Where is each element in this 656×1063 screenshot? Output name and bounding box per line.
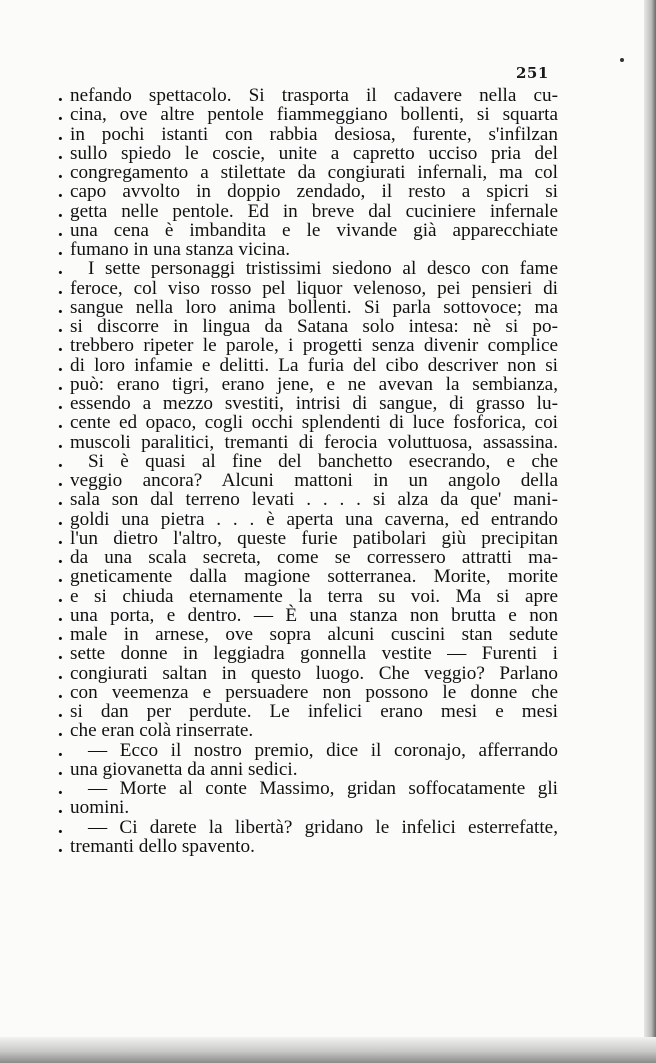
line-text: congiurati saltan in questo luogo. Che veggio? Parlano [70,662,558,684]
line-text: goldi una pietra . . . è aperta una caverna, ed entrando [70,508,558,530]
margin-dot: . [58,508,63,530]
text-line [58,625,558,644]
line-text: sala son dal terreno levati . . . . si alza da que' mani- [70,489,558,511]
margin-dot: . [58,123,63,145]
margin-dot: . [58,470,63,491]
text-line [58,452,558,471]
margin-dot: . [58,816,63,838]
margin-dot: . [58,681,63,703]
line-text: sangue nella loro anima bollenti. Si parla sottovoce; ma [70,296,558,318]
margin-dot: . [58,720,63,742]
text-line [58,587,558,606]
line-text: I sette personaggi tristissimi siedono al desco con fame [88,258,558,280]
line-text: nefando spettacolo. Si trasporta il cadavere nella cu- [70,85,558,106]
line-text: — Morte al conte Massimo, gridan soffocatamente gli [88,778,558,799]
text-line [58,336,558,355]
text-line [58,375,558,394]
line-text: di loro infamie e delitti. La furia del cibo descriver non si [70,354,558,376]
text-line [58,182,558,201]
margin-dot: . [58,739,63,761]
line-text: una giovanetta da anni sedici. [70,758,298,780]
text-line [58,202,558,221]
line-text: fumano in una stanza vicina. [70,239,291,260]
text-line [58,413,558,432]
text-line [58,298,558,317]
line-text: muscoli paralitici, tremanti di ferocia voluttuosa, assassina. [70,431,558,453]
text-line [58,490,558,509]
margin-dot: . [58,527,63,549]
text-line [58,144,558,163]
margin-dot: . [58,393,63,414]
line-text: l'un dietro l'altro, queste furie patibolari giù precipitan [70,527,558,549]
line-text: tremanti dello spavento. [70,835,255,857]
text-line [58,567,558,586]
margin-dot: . [58,566,63,588]
line-text: cente ed opaco, cogli occhi splendenti di luce fosforica, coi [70,412,558,434]
margin-dot: . [58,643,63,665]
text-line [58,356,558,375]
margin-dot: . [58,489,63,511]
margin-dot: . [58,624,63,645]
line-text: una porta, e dentro. — È una stanza non brutta e non [70,604,558,626]
text-line [58,317,558,336]
margin-dot: . [58,701,63,722]
margin-dot: . [58,835,63,857]
line-text: cina, ove altre pentole fiammeggiano bollenti, si squarta [70,104,558,126]
margin-dot: . [58,431,63,453]
line-text: sette donne in leggiadra gonnella vestite — Furenti i [70,643,558,665]
margin-dot: . [58,450,63,472]
line-text: una cena è imbandita e le vivande già apparecchiate [70,219,558,241]
text-line [58,741,558,760]
text-line [58,548,558,567]
text-line [58,510,558,529]
margin-dot: . [58,758,63,780]
text-line [58,702,558,721]
line-text: con veemenza e persuadere non possono le donne che [70,681,558,703]
margin-dot: . [58,585,63,607]
text-line [58,163,558,182]
margin-dot: . [58,142,63,164]
margin-dot: . [58,104,63,126]
text-line [58,259,558,278]
line-text: male in arnese, ove sopra alcuni cuscini stan sedute [70,624,558,645]
margin-dot: . [58,354,63,376]
margin-dot: . [58,604,63,626]
line-text: uomini. [70,797,130,819]
line-text: può: erano tigri, erano jene, e ne avevan la sembianza, [70,373,558,395]
text-line [58,86,558,105]
text-line [58,240,558,259]
page-bottom-edge [0,1037,656,1063]
margin-dot: . [58,797,63,819]
line-text: — Ecco il nostro premio, dice il coronajo, afferrando [88,739,558,761]
line-text: in pochi istanti con rabbia desiosa, furente, s'infilzan [70,123,558,145]
line-text: gneticamente dalla magione sotterranea. Morite, morite [70,566,558,588]
text-line [58,529,558,548]
ink-speck [620,58,624,62]
line-text: da una scala secreta, come se corressero attratti ma- [70,547,558,568]
margin-dot: . [58,258,63,280]
page-edge-shadow [644,0,656,1063]
margin-dot: . [58,200,63,222]
line-text: congregamento a stilettate da congiurati infernali, ma col [70,162,558,183]
page-number: 251 [516,64,549,82]
line-text: trebbero ripeter le parole, i progetti senza divenir complice [70,335,558,357]
line-text: e si chiuda eternamente la terra su voi. Ma si apre [70,585,558,607]
text-line [58,683,558,702]
text-line [58,394,558,413]
text-line [58,279,558,298]
margin-dot: . [58,662,63,684]
text-line [58,837,558,856]
margin-dot: . [58,412,63,434]
margin-dot: . [58,181,63,203]
text-line [58,760,558,779]
margin-dot: . [58,162,63,183]
text-line [58,664,558,683]
line-text: getta nelle pentole. Ed in breve dal cuciniere infernale [70,200,558,222]
text-line [58,721,558,740]
text-line [58,125,558,144]
line-text: Si è quasi al fine del banchetto esecrando, e che [88,450,558,472]
line-text: feroce, col viso rosso pel liquor velenoso, pei pensieri di [70,277,558,299]
margin-dot: . [58,547,63,568]
line-text: — Ci darete la libertà? gridano le infelici esterrefatte, [88,816,558,838]
text-line [58,471,558,490]
body-text [58,86,558,856]
margin-dot: . [58,335,63,357]
margin-dot: . [58,316,63,337]
line-text: sullo spiedo le coscie, unite a capretto ucciso pria del [70,142,558,164]
text-line [58,779,558,798]
text-line [58,105,558,124]
margin-dot: . [58,277,63,299]
margin-dot: . [58,85,63,106]
line-text: che eran colà rinserrate. [70,720,254,742]
line-text: si discorre in lingua da Satana solo intesa: nè si po- [70,316,558,337]
margin-dot: . [58,296,63,318]
margin-dot: . [58,778,63,799]
text-line [58,606,558,625]
text-line [58,221,558,240]
line-text: si dan per perdute. Le infelici erano mesi e mesi [70,701,558,722]
text-line [58,433,558,452]
line-text: capo avvolto in doppio zendado, il resto a spicri si [70,181,558,203]
line-text: veggio ancora? Alcuni mattoni in un angolo della [70,470,558,491]
margin-dot: . [58,239,63,260]
margin-dot: . [58,219,63,241]
margin-dot: . [58,373,63,395]
text-line [58,798,558,817]
text-line [58,818,558,837]
line-text: essendo a mezzo svestiti, intrisi di sangue, di grasso lu- [70,393,558,414]
text-line [58,644,558,663]
